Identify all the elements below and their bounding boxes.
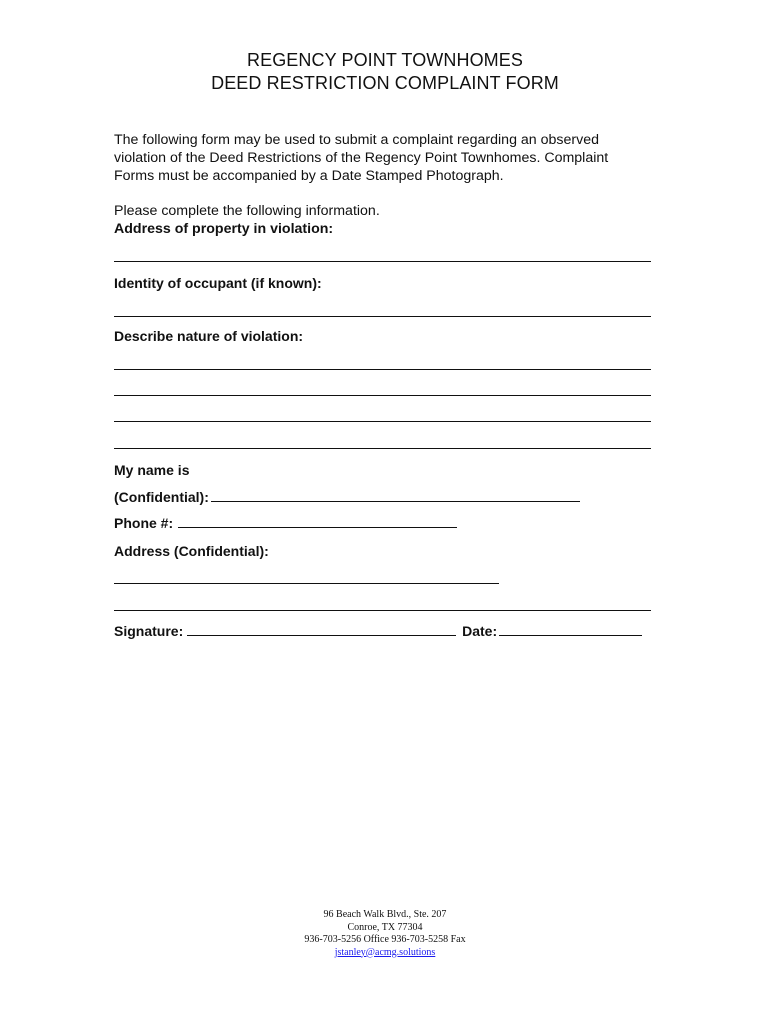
date-label: Date: (462, 623, 498, 639)
confidential-name-row (114, 488, 580, 506)
footer-contact (0, 909, 770, 959)
footer-address-line2: Conroe, TX 77304 (347, 921, 423, 933)
nature-label: Describe nature of violation: (114, 328, 304, 344)
address-confidential-line-1[interactable] (114, 583, 499, 584)
intro-line3: Forms must be accompanied by a Date Stamped Photograph. (114, 168, 504, 184)
address-confidential-label: Address (Confidential): (114, 543, 269, 559)
nature-line-2[interactable] (114, 395, 651, 396)
signature-label: Signature: (114, 623, 184, 639)
occupant-label: Identity of occupant (if known): (114, 275, 322, 291)
nature-line-1[interactable] (114, 369, 651, 370)
footer-phone-line: 936-703-5256 Office 936-703-5258 Fax (304, 934, 466, 945)
phone-input-line[interactable] (178, 514, 457, 528)
instructions-block (114, 202, 659, 238)
name-input-line[interactable] (211, 488, 580, 502)
footer-address-line1: 96 Beach Walk Blvd., Ste. 207 (323, 909, 447, 920)
intro-paragraph (114, 131, 659, 185)
occupant-line[interactable] (114, 316, 651, 317)
address-violation-line[interactable] (114, 261, 651, 262)
phone-label: Phone #: (114, 515, 174, 531)
nature-line-3[interactable] (114, 421, 651, 422)
signature-row (114, 622, 642, 640)
my-name-label: My name is (114, 462, 190, 478)
intro-line1: The following form may be used to submit a complaint regarding an observed (114, 132, 599, 148)
form-title-line1: REGENCY POINT TOWNHOMES (246, 50, 523, 70)
footer-email-link[interactable]: jstanley@acmg.solutions (334, 946, 436, 958)
confidential-label: (Confidential): (114, 489, 209, 505)
nature-line-4[interactable] (114, 448, 651, 449)
intro-line2: violation of the Deed Restrictions of the Regency Point Townhomes. Complaint (114, 150, 609, 166)
date-input-line[interactable] (499, 622, 642, 636)
phone-row (114, 514, 457, 532)
instructions-text: Please complete the following information. (114, 203, 380, 219)
signature-input-line[interactable] (187, 622, 456, 636)
form-title-line2: DEED RESTRICTION COMPLAINT FORM (211, 73, 559, 93)
address-confidential-line-2[interactable] (114, 610, 651, 611)
address-violation-label: Address of property in violation: (114, 221, 334, 237)
